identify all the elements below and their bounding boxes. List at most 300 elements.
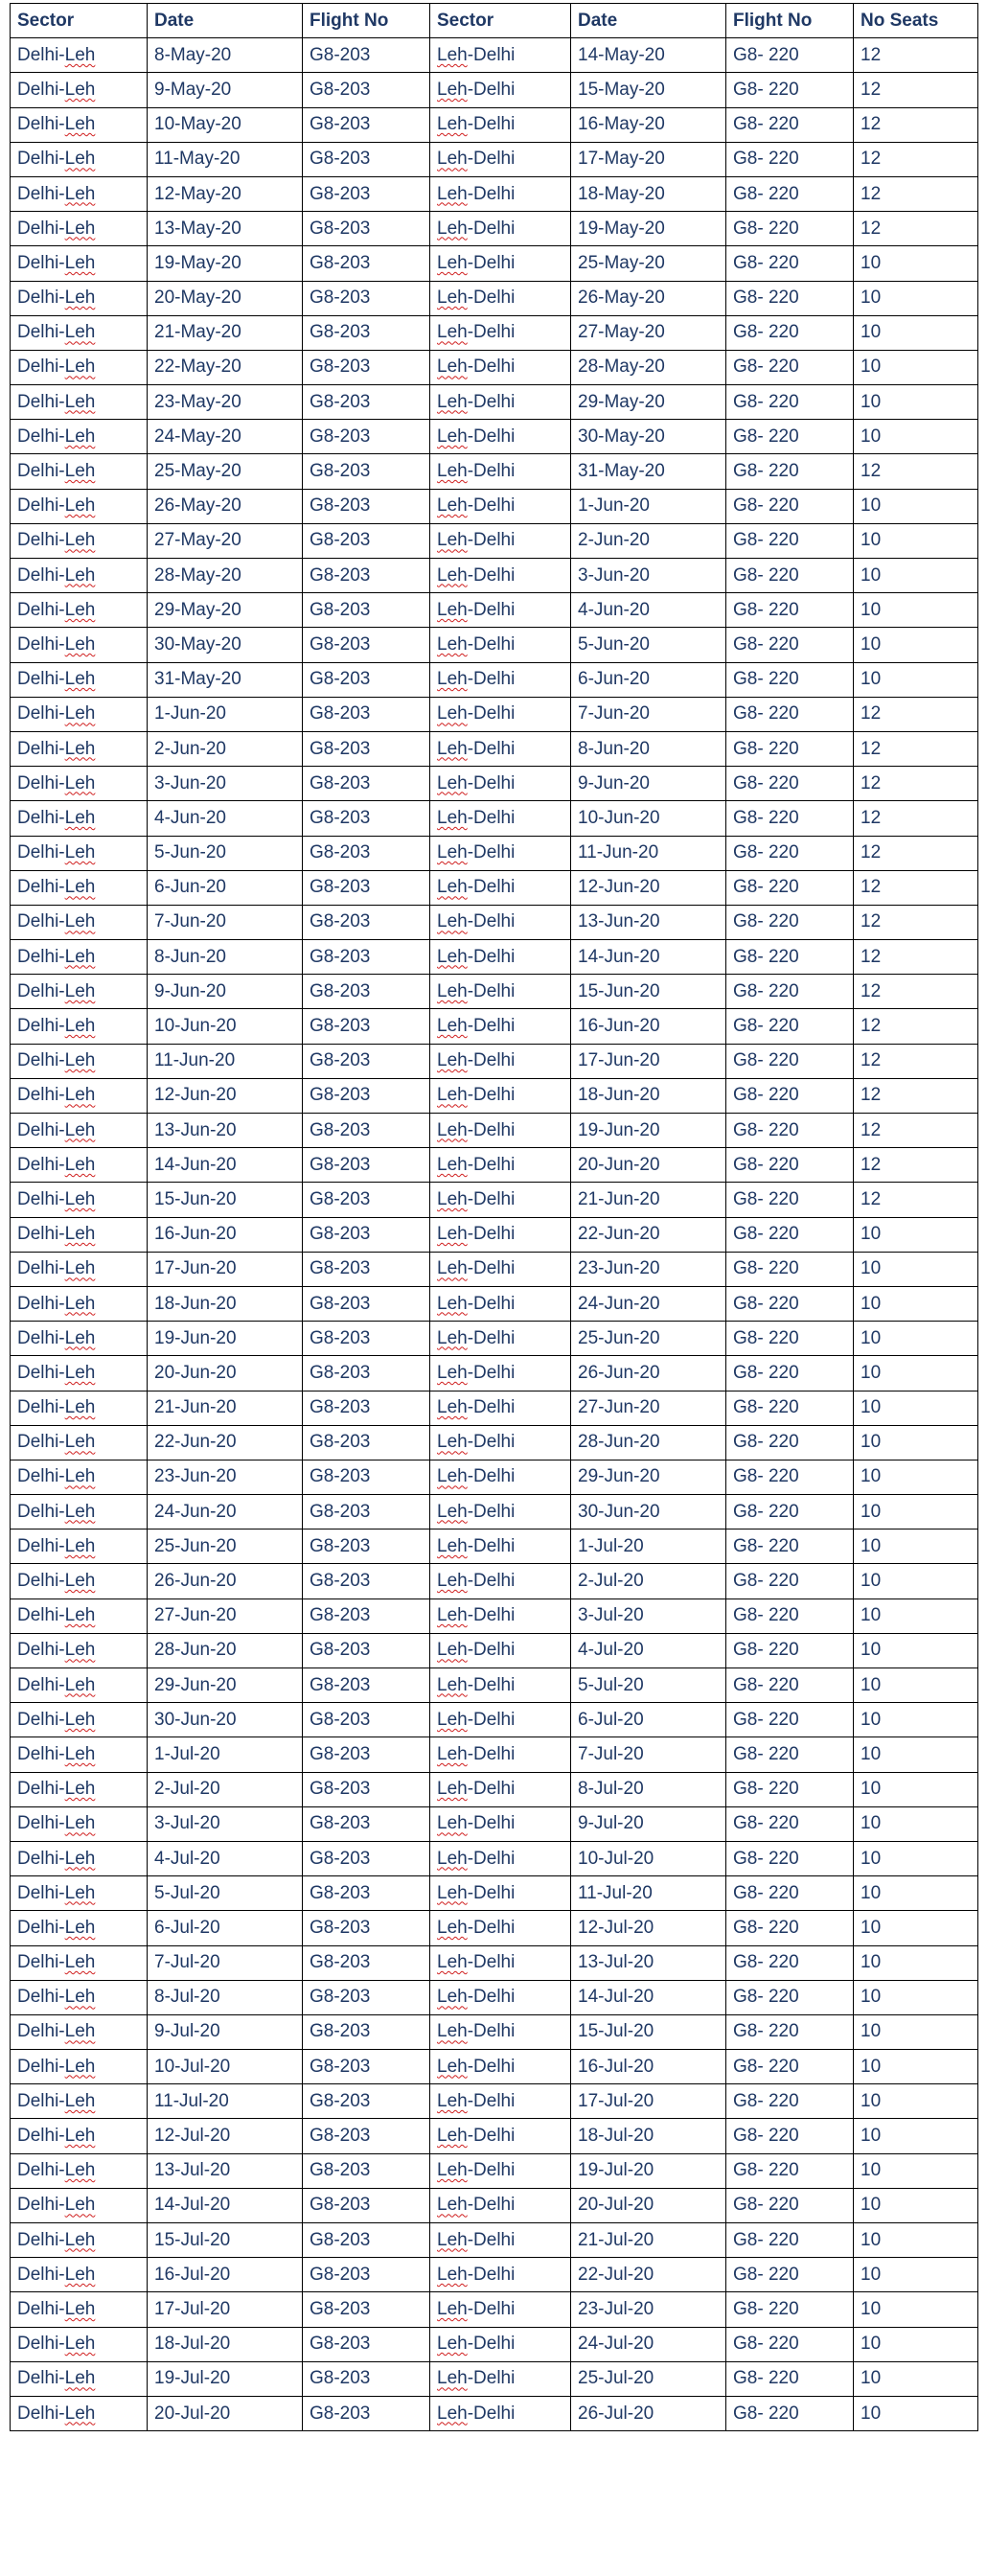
outbound-sector-cell: Delhi-Leh <box>11 1009 148 1044</box>
return-sector-cell: Leh-Delhi <box>430 38 571 73</box>
outbound-sector-cell: Delhi-Leh <box>11 2014 148 2049</box>
return-date-cell: 19-May-20 <box>571 212 726 246</box>
table-row <box>11 2084 978 2119</box>
outbound-sector-cell: Delhi-Leh <box>11 489 148 523</box>
outbound-flight-no-cell: G8-203 <box>303 2119 430 2153</box>
outbound-date-cell: 21-Jun-20 <box>148 1391 303 1425</box>
return-date-cell: 22-Jul-20 <box>571 2258 726 2292</box>
outbound-sector-cell: Delhi-Leh <box>11 801 148 836</box>
table-row <box>11 1391 978 1425</box>
return-flight-no-cell: G8- 220 <box>726 454 854 489</box>
outbound-flight-no-cell: G8-203 <box>303 454 430 489</box>
table-row <box>11 2292 978 2327</box>
table-row <box>11 454 978 489</box>
outbound-flight-no-cell: G8-203 <box>303 1911 430 1945</box>
no-seats-cell: 10 <box>854 1945 978 1980</box>
no-seats-cell: 12 <box>854 697 978 731</box>
no-seats-cell: 10 <box>854 489 978 523</box>
outbound-sector-cell: Delhi-Leh <box>11 2327 148 2361</box>
outbound-sector-cell: Delhi-Leh <box>11 1876 148 1911</box>
outbound-date-cell: 19-Jun-20 <box>148 1322 303 1356</box>
return-flight-no-cell: G8- 220 <box>726 836 854 870</box>
outbound-sector-cell: Delhi-Leh <box>11 1564 148 1598</box>
outbound-flight-no-cell: G8-203 <box>303 523 430 558</box>
no-seats-cell: 12 <box>854 1044 978 1078</box>
no-seats-cell: 10 <box>854 1564 978 1598</box>
return-date-cell: 2-Jul-20 <box>571 1564 726 1598</box>
return-flight-no-cell: G8- 220 <box>726 905 854 939</box>
return-date-cell: 30-May-20 <box>571 420 726 454</box>
return-date-cell: 5-Jul-20 <box>571 1668 726 1703</box>
outbound-flight-no-cell: G8-203 <box>303 1217 430 1252</box>
outbound-date-cell: 27-Jun-20 <box>148 1598 303 1633</box>
return-sector-cell: Leh-Delhi <box>430 1703 571 1737</box>
no-seats-cell: 12 <box>854 801 978 836</box>
outbound-date-cell: 1-Jun-20 <box>148 697 303 731</box>
outbound-date-cell: 15-Jul-20 <box>148 2223 303 2258</box>
return-sector-cell: Leh-Delhi <box>430 1911 571 1945</box>
no-seats-cell: 12 <box>854 1148 978 1183</box>
outbound-flight-no-cell: G8-203 <box>303 731 430 766</box>
no-seats-cell: 12 <box>854 107 978 142</box>
outbound-sector-cell: Delhi-Leh <box>11 2258 148 2292</box>
outbound-flight-no-cell: G8-203 <box>303 662 430 697</box>
no-seats-cell: 10 <box>854 2223 978 2258</box>
return-flight-no-cell: G8- 220 <box>726 940 854 975</box>
outbound-sector-cell: Delhi-Leh <box>11 107 148 142</box>
no-seats-cell: 12 <box>854 1078 978 1113</box>
outbound-date-cell: 21-May-20 <box>148 315 303 350</box>
table-row <box>11 523 978 558</box>
outbound-date-cell: 9-Jun-20 <box>148 975 303 1009</box>
outbound-sector-cell: Delhi-Leh <box>11 1217 148 1252</box>
return-sector-cell: Leh-Delhi <box>430 212 571 246</box>
outbound-flight-no-cell: G8-203 <box>303 1772 430 1806</box>
table-row <box>11 489 978 523</box>
return-sector-cell: Leh-Delhi <box>430 1980 571 2014</box>
table-row <box>11 1737 978 1772</box>
return-sector-cell: Leh-Delhi <box>430 1460 571 1494</box>
return-date-cell: 18-May-20 <box>571 176 726 211</box>
return-date-cell: 21-Jun-20 <box>571 1183 726 1217</box>
return-date-cell: 25-Jun-20 <box>571 1322 726 1356</box>
outbound-sector-cell: Delhi-Leh <box>11 940 148 975</box>
outbound-date-cell: 9-May-20 <box>148 73 303 107</box>
no-seats-cell: 12 <box>854 454 978 489</box>
outbound-sector-cell: Delhi-Leh <box>11 420 148 454</box>
no-seats-cell: 10 <box>854 1252 978 1286</box>
table-row <box>11 1425 978 1460</box>
outbound-date-cell: 20-Jun-20 <box>148 1356 303 1391</box>
outbound-sector-cell: Delhi-Leh <box>11 1668 148 1703</box>
table-row <box>11 2361 978 2396</box>
outbound-date-cell: 18-Jun-20 <box>148 1286 303 1321</box>
outbound-flight-no-cell: G8-203 <box>303 2014 430 2049</box>
outbound-date-cell: 22-Jun-20 <box>148 1425 303 1460</box>
return-flight-no-cell: G8- 220 <box>726 2292 854 2327</box>
return-date-cell: 22-Jun-20 <box>571 1217 726 1252</box>
return-flight-no-cell: G8- 220 <box>726 1183 854 1217</box>
no-seats-cell: 10 <box>854 2050 978 2084</box>
outbound-sector-cell: Delhi-Leh <box>11 2153 148 2188</box>
no-seats-cell: 12 <box>854 767 978 801</box>
return-flight-no-cell: G8- 220 <box>726 1252 854 1286</box>
return-sector-cell: Leh-Delhi <box>430 1114 571 1148</box>
no-seats-cell: 10 <box>854 2084 978 2119</box>
return-sector-cell: Leh-Delhi <box>430 1806 571 1841</box>
return-flight-no-cell: G8- 220 <box>726 767 854 801</box>
outbound-date-cell: 29-Jun-20 <box>148 1668 303 1703</box>
return-flight-no-cell: G8- 220 <box>726 1425 854 1460</box>
return-sector-cell: Leh-Delhi <box>430 2327 571 2361</box>
no-seats-cell: 10 <box>854 315 978 350</box>
outbound-date-cell: 17-Jun-20 <box>148 1252 303 1286</box>
return-sector-cell: Leh-Delhi <box>430 281 571 315</box>
table-row <box>11 2258 978 2292</box>
return-date-cell: 17-Jul-20 <box>571 2084 726 2119</box>
return-date-cell: 25-May-20 <box>571 246 726 281</box>
return-date-cell: 1-Jun-20 <box>571 489 726 523</box>
return-sector-cell: Leh-Delhi <box>430 1391 571 1425</box>
table-row <box>11 2153 978 2188</box>
outbound-date-cell: 5-Jul-20 <box>148 1876 303 1911</box>
outbound-date-cell: 6-Jun-20 <box>148 870 303 905</box>
return-flight-no-cell: G8- 220 <box>726 281 854 315</box>
return-sector-cell: Leh-Delhi <box>430 593 571 628</box>
return-sector-cell: Leh-Delhi <box>430 836 571 870</box>
table-row <box>11 975 978 1009</box>
return-date-cell: 21-Jul-20 <box>571 2223 726 2258</box>
outbound-date-cell: 14-Jun-20 <box>148 1148 303 1183</box>
return-flight-no-cell: G8- 220 <box>726 2396 854 2430</box>
table-row <box>11 1703 978 1737</box>
return-sector-cell: Leh-Delhi <box>430 1876 571 1911</box>
outbound-flight-no-cell: G8-203 <box>303 1598 430 1633</box>
return-date-cell: 16-Jul-20 <box>571 2050 726 2084</box>
outbound-date-cell: 23-Jun-20 <box>148 1460 303 1494</box>
return-sector-cell: Leh-Delhi <box>430 2223 571 2258</box>
header-return-sector: Sector <box>430 4 571 38</box>
outbound-flight-no-cell: G8-203 <box>303 489 430 523</box>
table-row <box>11 281 978 315</box>
return-date-cell: 10-Jun-20 <box>571 801 726 836</box>
return-flight-no-cell: G8- 220 <box>726 870 854 905</box>
outbound-sector-cell: Delhi-Leh <box>11 246 148 281</box>
return-flight-no-cell: G8- 220 <box>726 593 854 628</box>
return-flight-no-cell: G8- 220 <box>726 212 854 246</box>
outbound-sector-cell: Delhi-Leh <box>11 454 148 489</box>
outbound-sector-cell: Delhi-Leh <box>11 1286 148 1321</box>
outbound-date-cell: 30-Jun-20 <box>148 1703 303 1737</box>
return-sector-cell: Leh-Delhi <box>430 731 571 766</box>
return-date-cell: 20-Jun-20 <box>571 1148 726 1183</box>
return-sector-cell: Leh-Delhi <box>430 1286 571 1321</box>
outbound-flight-no-cell: G8-203 <box>303 142 430 176</box>
return-flight-no-cell: G8- 220 <box>726 1460 854 1494</box>
return-date-cell: 13-Jun-20 <box>571 905 726 939</box>
return-date-cell: 7-Jul-20 <box>571 1737 726 1772</box>
outbound-date-cell: 20-Jul-20 <box>148 2396 303 2430</box>
return-sector-cell: Leh-Delhi <box>430 697 571 731</box>
outbound-sector-cell: Delhi-Leh <box>11 870 148 905</box>
outbound-sector-cell: Delhi-Leh <box>11 1945 148 1980</box>
return-date-cell: 26-Jun-20 <box>571 1356 726 1391</box>
return-flight-no-cell: G8- 220 <box>726 385 854 420</box>
return-date-cell: 17-May-20 <box>571 142 726 176</box>
return-sector-cell: Leh-Delhi <box>430 1598 571 1633</box>
table-row <box>11 1183 978 1217</box>
no-seats-cell: 10 <box>854 1772 978 1806</box>
outbound-flight-no-cell: G8-203 <box>303 2396 430 2430</box>
table-row <box>11 212 978 246</box>
outbound-date-cell: 8-Jun-20 <box>148 940 303 975</box>
outbound-date-cell: 12-Jul-20 <box>148 2119 303 2153</box>
outbound-sector-cell: Delhi-Leh <box>11 1598 148 1633</box>
outbound-flight-no-cell: G8-203 <box>303 1668 430 1703</box>
no-seats-cell: 12 <box>854 1114 978 1148</box>
table-row <box>11 2223 978 2258</box>
outbound-flight-no-cell: G8-203 <box>303 697 430 731</box>
return-sector-cell: Leh-Delhi <box>430 489 571 523</box>
return-sector-cell: Leh-Delhi <box>430 870 571 905</box>
no-seats-cell: 12 <box>854 940 978 975</box>
table-row <box>11 38 978 73</box>
return-date-cell: 14-Jul-20 <box>571 1980 726 2014</box>
return-sector-cell: Leh-Delhi <box>430 1737 571 1772</box>
table-row <box>11 628 978 662</box>
outbound-sector-cell: Delhi-Leh <box>11 1737 148 1772</box>
outbound-sector-cell: Delhi-Leh <box>11 73 148 107</box>
outbound-flight-no-cell: G8-203 <box>303 420 430 454</box>
table-row <box>11 73 978 107</box>
return-date-cell: 9-Jul-20 <box>571 1806 726 1841</box>
outbound-flight-no-cell: G8-203 <box>303 559 430 593</box>
outbound-sector-cell: Delhi-Leh <box>11 1460 148 1494</box>
return-date-cell: 3-Jun-20 <box>571 559 726 593</box>
return-flight-no-cell: G8- 220 <box>726 1945 854 1980</box>
outbound-date-cell: 15-Jun-20 <box>148 1183 303 1217</box>
no-seats-cell: 10 <box>854 2258 978 2292</box>
header-no-seats: No Seats <box>854 4 978 38</box>
no-seats-cell: 10 <box>854 2327 978 2361</box>
return-date-cell: 23-Jul-20 <box>571 2292 726 2327</box>
table-row <box>11 2188 978 2222</box>
outbound-sector-cell: Delhi-Leh <box>11 767 148 801</box>
no-seats-cell: 10 <box>854 1911 978 1945</box>
outbound-sector-cell: Delhi-Leh <box>11 1183 148 1217</box>
table-row <box>11 2119 978 2153</box>
outbound-date-cell: 28-May-20 <box>148 559 303 593</box>
return-flight-no-cell: G8- 220 <box>726 975 854 1009</box>
outbound-sector-cell: Delhi-Leh <box>11 385 148 420</box>
no-seats-cell: 10 <box>854 1391 978 1425</box>
return-flight-no-cell: G8- 220 <box>726 2050 854 2084</box>
outbound-flight-no-cell: G8-203 <box>303 1460 430 1494</box>
return-flight-no-cell: G8- 220 <box>726 1980 854 2014</box>
return-sector-cell: Leh-Delhi <box>430 2119 571 2153</box>
outbound-flight-no-cell: G8-203 <box>303 350 430 384</box>
return-sector-cell: Leh-Delhi <box>430 420 571 454</box>
outbound-sector-cell: Delhi-Leh <box>11 836 148 870</box>
return-date-cell: 14-Jun-20 <box>571 940 726 975</box>
return-sector-cell: Leh-Delhi <box>430 1322 571 1356</box>
outbound-date-cell: 19-Jul-20 <box>148 2361 303 2396</box>
outbound-flight-no-cell: G8-203 <box>303 2361 430 2396</box>
return-flight-no-cell: G8- 220 <box>726 1286 854 1321</box>
outbound-flight-no-cell: G8-203 <box>303 870 430 905</box>
no-seats-cell: 10 <box>854 628 978 662</box>
table-row <box>11 2327 978 2361</box>
return-flight-no-cell: G8- 220 <box>726 1044 854 1078</box>
outbound-date-cell: 13-May-20 <box>148 212 303 246</box>
table-row <box>11 593 978 628</box>
table-row <box>11 315 978 350</box>
outbound-date-cell: 7-Jul-20 <box>148 1945 303 1980</box>
return-date-cell: 6-Jul-20 <box>571 1703 726 1737</box>
return-flight-no-cell: G8- 220 <box>726 1217 854 1252</box>
outbound-date-cell: 24-May-20 <box>148 420 303 454</box>
outbound-sector-cell: Delhi-Leh <box>11 1530 148 1564</box>
table-row <box>11 1841 978 1875</box>
outbound-date-cell: 2-Jul-20 <box>148 1772 303 1806</box>
return-flight-no-cell: G8- 220 <box>726 2361 854 2396</box>
table-row <box>11 1806 978 1841</box>
outbound-date-cell: 20-May-20 <box>148 281 303 315</box>
return-date-cell: 17-Jun-20 <box>571 1044 726 1078</box>
return-flight-no-cell: G8- 220 <box>726 2119 854 2153</box>
no-seats-cell: 12 <box>854 870 978 905</box>
return-sector-cell: Leh-Delhi <box>430 1183 571 1217</box>
return-sector-cell: Leh-Delhi <box>430 628 571 662</box>
outbound-date-cell: 31-May-20 <box>148 662 303 697</box>
outbound-date-cell: 17-Jul-20 <box>148 2292 303 2327</box>
table-row <box>11 1668 978 1703</box>
table-row <box>11 836 978 870</box>
outbound-flight-no-cell: G8-203 <box>303 2050 430 2084</box>
outbound-sector-cell: Delhi-Leh <box>11 315 148 350</box>
return-date-cell: 14-May-20 <box>571 38 726 73</box>
table-row <box>11 176 978 211</box>
header-return-date: Date <box>571 4 726 38</box>
table-row <box>11 767 978 801</box>
no-seats-cell: 12 <box>854 905 978 939</box>
return-flight-no-cell: G8- 220 <box>726 1322 854 1356</box>
return-date-cell: 19-Jun-20 <box>571 1114 726 1148</box>
outbound-flight-no-cell: G8-203 <box>303 2084 430 2119</box>
outbound-sector-cell: Delhi-Leh <box>11 2396 148 2430</box>
table-row <box>11 1009 978 1044</box>
table-row <box>11 1078 978 1113</box>
outbound-flight-no-cell: G8-203 <box>303 73 430 107</box>
no-seats-cell: 10 <box>854 385 978 420</box>
no-seats-cell: 12 <box>854 836 978 870</box>
no-seats-cell: 10 <box>854 2188 978 2222</box>
outbound-sector-cell: Delhi-Leh <box>11 975 148 1009</box>
outbound-flight-no-cell: G8-203 <box>303 905 430 939</box>
return-date-cell: 11-Jun-20 <box>571 836 726 870</box>
table-row <box>11 2014 978 2049</box>
table-row <box>11 1217 978 1252</box>
outbound-flight-no-cell: G8-203 <box>303 1737 430 1772</box>
return-sector-cell: Leh-Delhi <box>430 2361 571 2396</box>
outbound-flight-no-cell: G8-203 <box>303 38 430 73</box>
outbound-flight-no-cell: G8-203 <box>303 212 430 246</box>
return-flight-no-cell: G8- 220 <box>726 420 854 454</box>
return-flight-no-cell: G8- 220 <box>726 697 854 731</box>
no-seats-cell: 10 <box>854 593 978 628</box>
outbound-flight-no-cell: G8-203 <box>303 2153 430 2188</box>
outbound-flight-no-cell: G8-203 <box>303 801 430 836</box>
no-seats-cell: 10 <box>854 281 978 315</box>
table-row <box>11 1911 978 1945</box>
outbound-sector-cell: Delhi-Leh <box>11 2119 148 2153</box>
table-row <box>11 385 978 420</box>
no-seats-cell: 10 <box>854 662 978 697</box>
outbound-sector-cell: Delhi-Leh <box>11 1322 148 1356</box>
return-sector-cell: Leh-Delhi <box>430 2258 571 2292</box>
no-seats-cell: 10 <box>854 1495 978 1530</box>
return-date-cell: 16-Jun-20 <box>571 1009 726 1044</box>
table-row <box>11 1876 978 1911</box>
return-flight-no-cell: G8- 220 <box>726 2258 854 2292</box>
return-flight-no-cell: G8- 220 <box>726 1703 854 1737</box>
no-seats-cell: 10 <box>854 1703 978 1737</box>
outbound-flight-no-cell: G8-203 <box>303 1564 430 1598</box>
table-row <box>11 107 978 142</box>
outbound-date-cell: 26-Jun-20 <box>148 1564 303 1598</box>
return-sector-cell: Leh-Delhi <box>430 454 571 489</box>
outbound-flight-no-cell: G8-203 <box>303 1633 430 1668</box>
return-flight-no-cell: G8- 220 <box>726 2188 854 2222</box>
outbound-flight-no-cell: G8-203 <box>303 940 430 975</box>
outbound-sector-cell: Delhi-Leh <box>11 1633 148 1668</box>
outbound-flight-no-cell: G8-203 <box>303 1322 430 1356</box>
outbound-date-cell: 28-Jun-20 <box>148 1633 303 1668</box>
return-date-cell: 28-Jun-20 <box>571 1425 726 1460</box>
table-row <box>11 1495 978 1530</box>
return-sector-cell: Leh-Delhi <box>430 2153 571 2188</box>
return-flight-no-cell: G8- 220 <box>726 315 854 350</box>
outbound-sector-cell: Delhi-Leh <box>11 1806 148 1841</box>
return-flight-no-cell: G8- 220 <box>726 73 854 107</box>
outbound-flight-no-cell: G8-203 <box>303 2292 430 2327</box>
return-sector-cell: Leh-Delhi <box>430 2396 571 2430</box>
outbound-sector-cell: Delhi-Leh <box>11 142 148 176</box>
no-seats-cell: 10 <box>854 1217 978 1252</box>
return-date-cell: 29-May-20 <box>571 385 726 420</box>
return-date-cell: 8-Jul-20 <box>571 1772 726 1806</box>
outbound-sector-cell: Delhi-Leh <box>11 905 148 939</box>
return-sector-cell: Leh-Delhi <box>430 385 571 420</box>
outbound-sector-cell: Delhi-Leh <box>11 1114 148 1148</box>
no-seats-cell: 10 <box>854 1425 978 1460</box>
table-row <box>11 420 978 454</box>
outbound-date-cell: 8-May-20 <box>148 38 303 73</box>
return-sector-cell: Leh-Delhi <box>430 1217 571 1252</box>
table-row <box>11 1980 978 2014</box>
outbound-flight-no-cell: G8-203 <box>303 1425 430 1460</box>
return-date-cell: 28-May-20 <box>571 350 726 384</box>
header-row <box>11 4 978 38</box>
outbound-date-cell: 14-Jul-20 <box>148 2188 303 2222</box>
no-seats-cell: 10 <box>854 2014 978 2049</box>
outbound-flight-no-cell: G8-203 <box>303 593 430 628</box>
outbound-flight-no-cell: G8-203 <box>303 1806 430 1841</box>
return-flight-no-cell: G8- 220 <box>726 523 854 558</box>
return-flight-no-cell: G8- 220 <box>726 1668 854 1703</box>
return-date-cell: 18-Jul-20 <box>571 2119 726 2153</box>
return-date-cell: 2-Jun-20 <box>571 523 726 558</box>
